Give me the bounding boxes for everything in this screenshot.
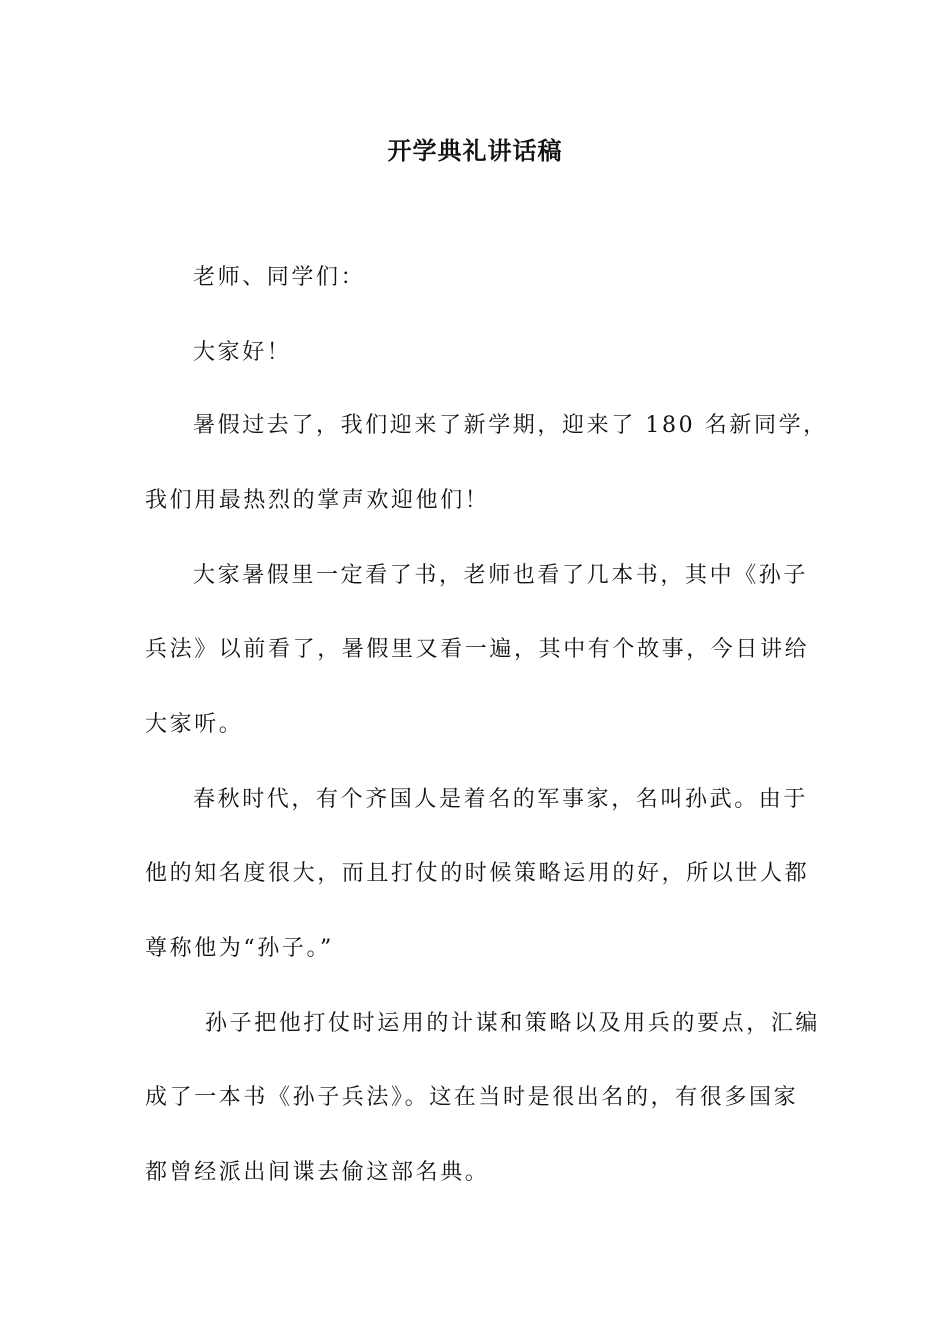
- salutation: 老师、同学们：: [193, 265, 366, 290]
- paragraph-line: 兵法》以前看了，暑假里又看一遍，其中有个故事，今日讲给: [145, 637, 810, 662]
- paragraph-line: 我们用最热烈的掌声欢迎他们！: [145, 488, 490, 513]
- paragraph-line: 都曾经派出间谍去偷这部名典。: [145, 1160, 490, 1185]
- paragraph-line: 大家听。: [145, 712, 244, 737]
- paragraph-line: 孙子把他打仗时运用的计谋和策略以及用兵的要点，汇编: [205, 1011, 821, 1036]
- greeting: 大家好！: [193, 340, 292, 365]
- paragraph-line: 尊称他为“孙子。”: [145, 936, 334, 961]
- document-title: 开学典礼讲话稿: [387, 136, 563, 165]
- paragraph-line: 大家暑假里一定看了书，老师也看了几本书，其中《孙子: [193, 563, 809, 588]
- paragraph-line: 暑假过去了，我们迎来了新学期，迎来了 180 名新同学，: [193, 413, 828, 438]
- paragraph-line: 春秋时代，有个齐国人是着名的军事家，名叫孙武。由于: [193, 787, 809, 812]
- paragraph-line: 成了一本书《孙子兵法》。这在当时是很出名的，有很多国家: [145, 1085, 799, 1110]
- paragraph-line: 他的知名度很大，而且打仗的时候策略运用的好，所以世人都: [145, 861, 810, 886]
